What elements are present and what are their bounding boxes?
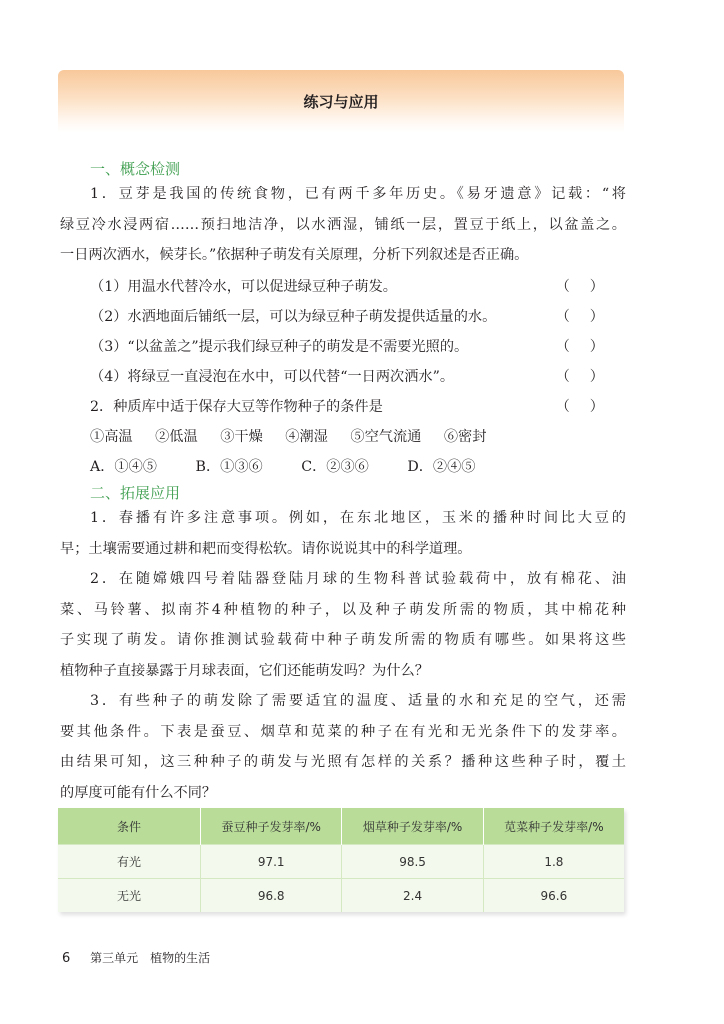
q2-answers: [90, 456, 509, 476]
e3-line-1: 3．有些种子的萌发除了需要适宜的温度、适量的水和充足的空气，还需: [90, 693, 626, 709]
q2-text: 2．种质库中适于保存大豆等作物种子的条件是: [90, 399, 383, 415]
section-heading-extension: 二、拓展应用: [90, 484, 181, 502]
table-cell: 有光: [58, 845, 201, 879]
answer-paren: （）: [555, 339, 624, 355]
unit-title: 第三单元 植物的生活: [90, 951, 211, 965]
q2-answer-a: A．①④⑤: [90, 459, 157, 475]
table-cell: 96.6: [483, 879, 624, 913]
e1-line-2: 早；土壤需要通过耕和耙而变得松软。请你说说其中的科学道理。: [60, 540, 472, 557]
q1-item-4-text: （4）将绿豆一直浸泡在水中，可以代替“一日两次洒水”。: [90, 369, 455, 385]
section-banner: [58, 70, 624, 132]
table-cell: 97.1: [201, 845, 342, 879]
q1-item-2-text: （2）水洒地面后铺纸一层，可以为绿豆种子萌发提供适量的水。: [90, 309, 497, 325]
q2-answer-b: B．①③⑥: [195, 459, 263, 475]
q2-stem: [90, 396, 624, 416]
e1-line-1: 1．春播有许多注意事项。例如，在东北地区，玉米的播种时间比大豆的: [90, 510, 626, 526]
table-row: [58, 879, 624, 913]
q1-item-1-text: （1）用温水代替冷水，可以促进绿豆种子萌发。: [90, 279, 397, 295]
section-heading-concept-check: 一、概念检测: [90, 160, 181, 178]
q1-line-1: 1．豆芽是我国的传统食物，已有两千多年历史。《易牙遗意》记载：“将: [90, 186, 626, 202]
answer-paren: （）: [555, 279, 624, 295]
q2-option: ⑥密封: [443, 429, 487, 445]
q1-item-3-text: （3）“以盆盖之”提示我们绿豆种子的萌发是不需要光照的。: [90, 339, 469, 355]
q1-item-1: [90, 276, 624, 296]
q1-item-4: [90, 366, 624, 386]
q2-option: ①高温: [90, 429, 133, 445]
q1-item-3: [90, 336, 624, 356]
table-cell: 96.8: [201, 879, 342, 913]
e2-line-4: 植物种子直接暴露于月球表面，它们还能萌发吗？为什么？: [60, 662, 429, 679]
table-header: 蚕豆种子发芽率/%: [201, 808, 342, 845]
q2-option: ②低温: [155, 429, 198, 445]
q2-option: ⑤空气流通: [350, 429, 422, 445]
q1-item-2: [90, 306, 624, 326]
answer-paren: （）: [555, 309, 624, 325]
answer-paren: （）: [555, 399, 624, 415]
table-row: [58, 845, 624, 879]
q1-line-3: 一日两次洒水，候芽长。”依据种子萌发有关原理，分析下列叙述是否正确。: [60, 247, 529, 263]
page-number: 6: [62, 951, 71, 966]
table-header: 条件: [58, 808, 201, 845]
q2-answer-c: C．②③⑥: [301, 459, 369, 475]
table-header: 苋菜种子发芽率/%: [483, 808, 624, 845]
e3-line-2: 要其他条件。下表是蚕豆、烟草和苋菜的种子在有光和无光条件下的发芽率。: [60, 723, 626, 740]
page-footer: [62, 949, 210, 966]
table-header: 烟草种子发芽率/%: [342, 808, 483, 845]
e3-line-4: 的厚度可能有什么不同？: [60, 784, 217, 801]
q2-answer-d: D．②④⑤: [407, 459, 476, 475]
table-cell: 2.4: [342, 879, 483, 913]
q2-option: ④潮湿: [285, 429, 328, 445]
banner-title: 练习与应用: [303, 93, 379, 111]
e2-line-3: 子实现了萌发。请你推测试验载荷中种子萌发所需的物质有哪些。如果将这些: [60, 632, 626, 648]
q2-options: [90, 426, 504, 446]
q2-option: ③干燥: [220, 429, 263, 445]
q1-line-2: 绿豆冷水浸两宿……预扫地洁净，以水洒湿，铺纸一层，置豆于纸上，以盆盖之。: [60, 216, 626, 233]
table-header-row: [58, 808, 624, 845]
table-cell: 无光: [58, 879, 201, 913]
answer-paren: （）: [555, 369, 624, 385]
e2-line-2: 菜、马铃薯、拟南芥4种植物的种子，以及种子萌发所需的物质，其中棉花种: [60, 601, 626, 618]
e2-line-1: 2．在随嫦娥四号着陆器登陆月球的生物科普试验载荷中，放有棉花、油: [90, 571, 626, 587]
table-cell: 98.5: [342, 845, 483, 879]
germination-table: [58, 808, 624, 912]
table-cell: 1.8: [483, 845, 624, 879]
e3-line-3: 由结果可知，这三种种子的萌发与光照有怎样的关系？播种这些种子时，覆土: [60, 754, 626, 770]
